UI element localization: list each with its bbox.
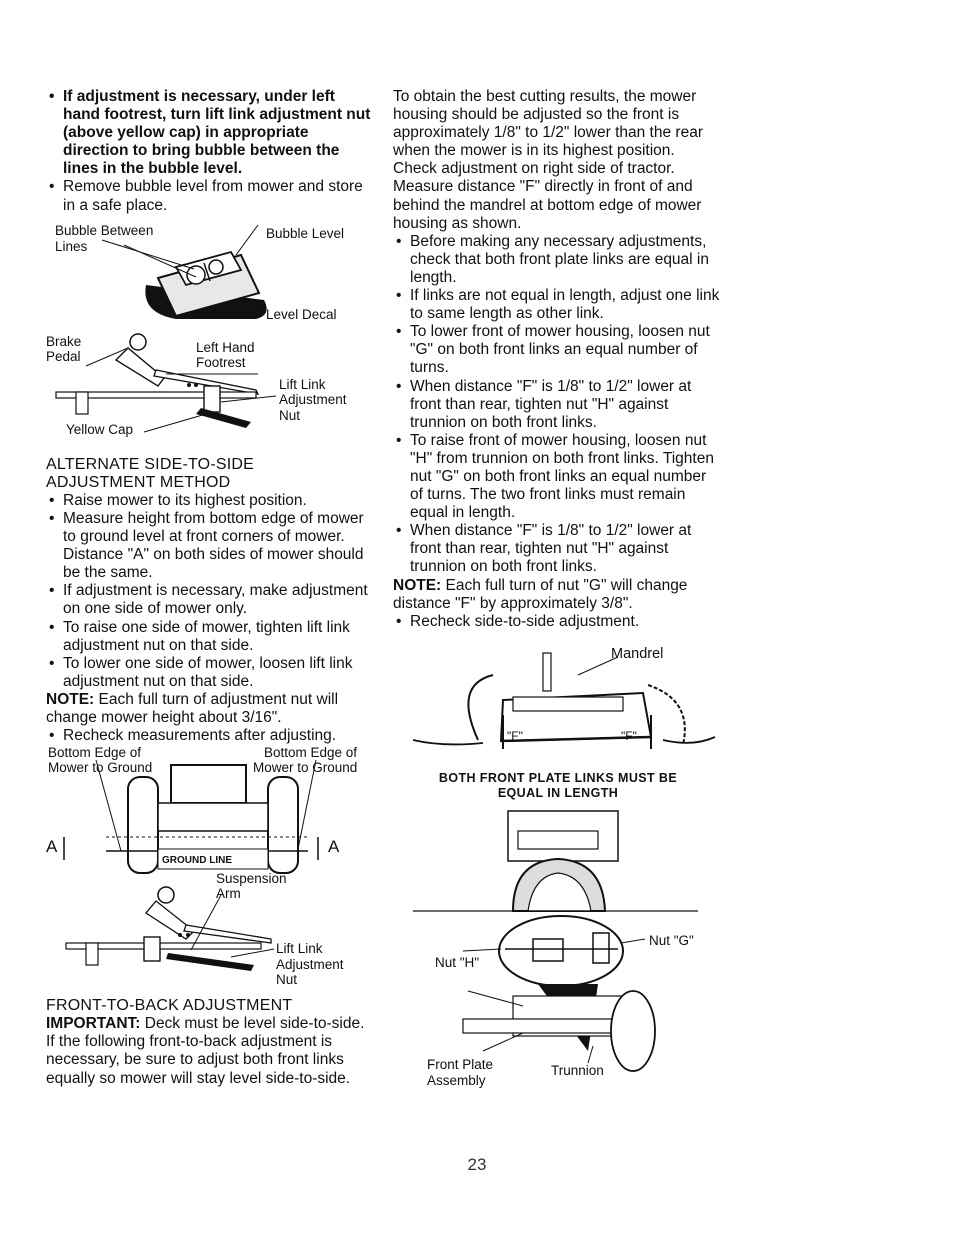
right-column (393, 88, 723, 1091)
label-bottom-edge-right-2: Mower to Ground (253, 760, 358, 776)
bubble-level-figure (46, 215, 371, 330)
label-f-right: "F" (621, 728, 637, 743)
label-adjustment: Adjustment (276, 957, 344, 973)
label-lift-link: Lift Link (276, 941, 323, 957)
label-bubble-between: Bubble Between (55, 222, 154, 238)
label-arm: Arm (216, 886, 241, 902)
bullet-item: • Raise mower to its highest position. (46, 492, 371, 510)
bullet-item: • Remove bubble level from mower and store in a safe place. (46, 178, 371, 214)
intro-bullet-list (46, 88, 371, 215)
bullet-item: • To lower front of mower housing, loosen nut "G" on both front links an equal number of turns. (393, 323, 723, 377)
left-column (46, 88, 371, 1088)
label-bottom-edge-left-1: Bottom Edge of (48, 745, 142, 761)
note-paragraph (393, 577, 723, 613)
important-text: Deck must be level side-to-side. If the following front-to-back adjustment is necessary, be sure to adjust both front links equally so mower will stay level side-to-side. (46, 1015, 365, 1087)
bullet-item: • Recheck measurements after adjusting. (46, 727, 371, 745)
label-a-right: A (328, 837, 340, 857)
front-plate-figure (393, 801, 723, 1091)
recheck-list (393, 613, 723, 631)
note-label: NOTE: (46, 690, 95, 708)
label-suspension: Suspension (216, 871, 287, 887)
bullet-item: • To raise front of mower housing, loosen nut "H" from trunnion on both front links. Tighten nut "G" on both front links an equal number of turns. The two front links must remain equal in length. (393, 432, 723, 522)
bullet-item: • Recheck side-to-side adjustment. (393, 613, 723, 631)
label-lift-link: Lift Link (279, 376, 326, 392)
label-bubble-level: Bubble Level (266, 225, 345, 241)
ground-line-figure (46, 745, 371, 997)
label-trunnion: Trunnion (551, 1062, 604, 1078)
label-nut: Nut (279, 407, 301, 423)
intro-paragraph: To obtain the best cutting results, the mower housing should be adjusted so the front is approximately 1/8" to 1/2" lower than the rear when the mower is in its highest position. (393, 88, 703, 160)
label-adjustment: Adjustment (279, 391, 347, 407)
label-nut-h: Nut "H" (435, 954, 480, 970)
note-text: Each full turn of adjustment nut will change mower height about 3/16". (46, 690, 339, 726)
caption-line-2: EQUAL IN LENGTH (497, 785, 619, 800)
label-assembly: Assembly (427, 1072, 486, 1088)
label-yellow-cap: Yellow Cap (66, 421, 134, 437)
lift-link-figure (46, 330, 371, 442)
bullet-item: • To raise one side of mower, tighten lift link adjustment nut on that side. (46, 619, 371, 655)
alt-heading-line-1: ALTERNATE SIDE-TO-SIDE (46, 455, 254, 473)
alt-heading-line-2: ADJUSTMENT METHOD (46, 473, 231, 491)
bullet-item: • Measure height from bottom edge of mower to ground level at front corners of mower. Distance "A" on both sides of mower should be the same. (46, 510, 371, 582)
alt-bullet-list (46, 492, 371, 691)
bullet-item: • When distance "F" is 1/8" to 1/2" lower at front than rear, tighten nut "H" against trunnion on both front links. (393, 522, 723, 576)
label-level-decal: Level Decal (266, 306, 337, 322)
label-pedal: Pedal (46, 348, 81, 364)
mandrel-figure (393, 645, 723, 757)
label-a-left: A (46, 837, 58, 857)
note-label: NOTE: (393, 576, 442, 594)
bullet-item: • If adjustment is necessary, under left hand footrest, turn lift link adjustment nut (above yellow cap) in appropriate direction to bring bubble between the lines in the bubble level. (46, 88, 371, 178)
label-mandrel: Mandrel (611, 645, 664, 662)
label-front-plate: Front Plate (427, 1056, 494, 1072)
label-brake: Brake (46, 333, 82, 349)
bullet-item: • Before making any necessary adjustments, check that both front plate links are equal in length. (393, 233, 723, 287)
label-bottom-edge-left-2: Mower to Ground (48, 760, 153, 776)
ftb-heading: FRONT-TO-BACK ADJUSTMENT (46, 997, 293, 1015)
bullet-item: • To lower one side of mower, loosen lift link adjustment nut on that side. (46, 655, 371, 691)
label-nut-g: Nut "G" (649, 932, 694, 948)
note-text: Each full turn of nut "G" will change distance "F" by approximately 3/8". (393, 576, 688, 612)
right-bullet-list (393, 233, 723, 577)
caption-line-1: BOTH FRONT PLATE LINKS MUST BE (438, 770, 678, 785)
note-paragraph (46, 691, 371, 727)
mandrel-illustration (393, 645, 723, 757)
bullet-item: • If links are not equal in length, adjust one link to same length as other link. (393, 287, 723, 323)
label-f-left: "F" (507, 728, 523, 743)
important-paragraph (46, 1015, 371, 1087)
label-ground-line: GROUND LINE (162, 855, 232, 867)
label-nut: Nut (276, 972, 298, 988)
important-label: IMPORTANT: (46, 1015, 141, 1033)
label-lines: Lines (55, 238, 88, 254)
label-left-hand: Left Hand (196, 339, 255, 355)
recheck-list (46, 727, 371, 745)
bullet-item: • When distance "F" is 1/8" to 1/2" lower at front than rear, tighten nut "H" against trunnion on both front links. (393, 378, 723, 432)
page-number: 23 (467, 1155, 487, 1174)
bullet-item: • If adjustment is necessary, make adjustment on one side of mower only. (46, 582, 371, 618)
label-footrest: Footrest (196, 354, 246, 370)
label-bottom-edge-right-1: Bottom Edge of (264, 745, 358, 761)
figure-caption (393, 771, 723, 801)
check-paragraph: Check adjustment on right side of tractor. Measure distance "F" directly in front of and behind the mandrel at bottom edge of mower housing as shown. (393, 160, 702, 232)
